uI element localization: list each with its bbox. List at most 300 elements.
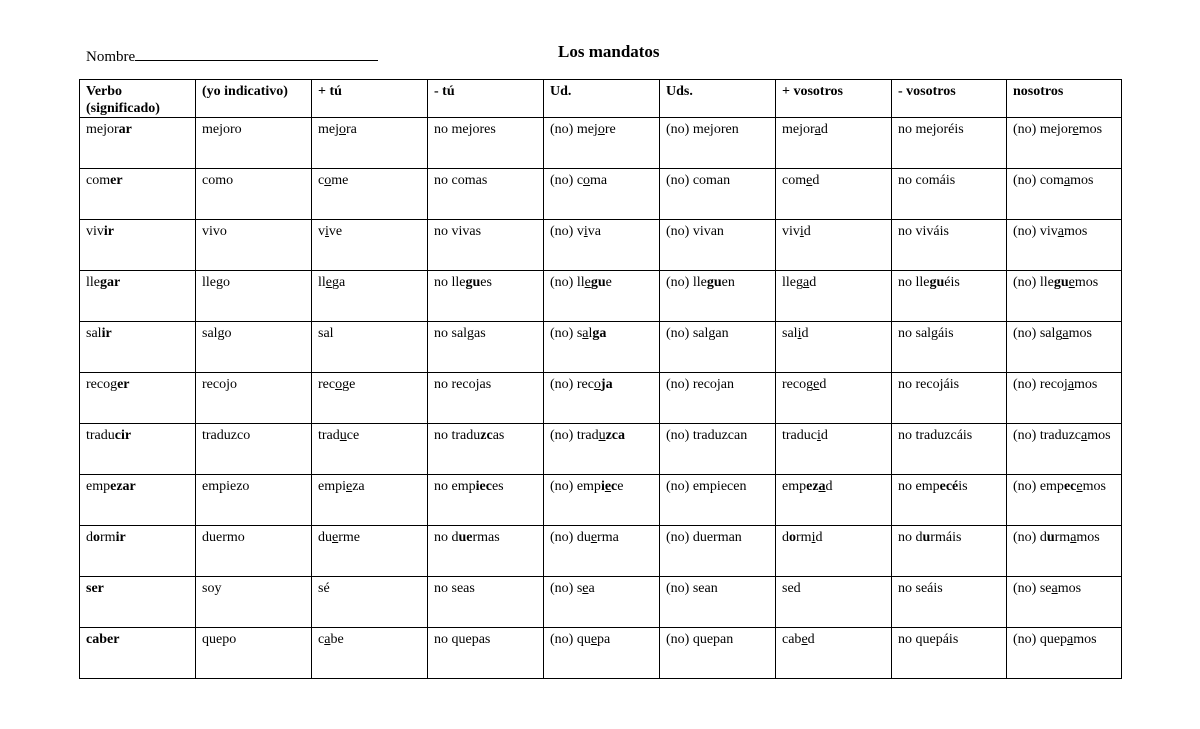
cell-text: lle	[86, 275, 100, 290]
cell-text: d	[819, 377, 827, 392]
cell-text: no salgas	[434, 326, 486, 341]
table-cell	[776, 475, 892, 526]
table-cell	[312, 424, 428, 475]
cell-text: re	[604, 122, 616, 137]
cell-text: e	[582, 581, 589, 596]
cell-text: ja	[600, 377, 613, 392]
table-cell	[1007, 628, 1122, 679]
table-header-row	[80, 80, 1122, 118]
column-header	[544, 80, 660, 118]
table-cell	[544, 118, 660, 169]
cell-text: mos	[1057, 581, 1082, 596]
cell-text: e	[590, 530, 598, 545]
cell-text: ve	[328, 224, 343, 239]
table-cell	[892, 118, 1007, 169]
cell-text: gu	[929, 275, 945, 290]
table-cell	[660, 628, 776, 679]
cell-text: d	[815, 530, 823, 545]
cell-text: ecé	[939, 479, 959, 494]
cell-text: u	[1046, 530, 1055, 545]
table-cell	[1007, 526, 1122, 577]
cell-text: no viváis	[898, 224, 949, 239]
cell-text: e	[590, 632, 598, 647]
cell-text: es	[491, 479, 504, 494]
column-header	[80, 80, 196, 118]
cell-text: mos	[1087, 428, 1111, 443]
cell-text: mos	[1076, 530, 1100, 545]
cell-text: gu	[706, 275, 722, 290]
cell-text: recog	[782, 377, 814, 392]
cell-text: zc	[480, 428, 493, 443]
name-field	[86, 44, 378, 66]
cell-text: (no) salgan	[666, 326, 729, 341]
table-cell	[196, 526, 312, 577]
cell-text: e	[325, 275, 332, 290]
table-cell	[1007, 424, 1122, 475]
name-blank-line	[135, 44, 378, 61]
cell-text: gu	[1053, 275, 1069, 290]
table-cell	[776, 169, 892, 220]
cell-text: gu	[465, 275, 481, 290]
cell-text: c	[611, 479, 618, 494]
table-cell	[428, 628, 544, 679]
table-cell	[776, 118, 892, 169]
cell-text: en	[721, 275, 735, 290]
cell-text: éis	[944, 275, 960, 290]
cell-text: (no) mejoren	[666, 122, 739, 137]
cell-text: zca	[605, 428, 626, 443]
cell-text: i	[325, 224, 329, 239]
cell-text: traduzco	[202, 428, 251, 443]
cell-text: c	[318, 632, 325, 647]
table-cell	[80, 373, 196, 424]
cell-text: ra	[346, 122, 357, 137]
cell-text: e	[604, 479, 612, 494]
table-cell	[660, 526, 776, 577]
table-cell	[892, 373, 1007, 424]
cell-text: ue	[458, 530, 473, 545]
table-cell	[892, 475, 1007, 526]
column-header-text: Verbo	[86, 84, 123, 99]
cell-text: rmáis	[930, 530, 962, 545]
table-cell	[776, 424, 892, 475]
cell-text: ez	[806, 479, 819, 494]
table-cell	[196, 169, 312, 220]
cell-text: ge	[342, 377, 356, 392]
column-header-text: - vosotros	[898, 84, 956, 99]
cell-text: empiezo	[202, 479, 250, 494]
cell-text: trad	[318, 428, 340, 443]
cell-text: mejoro	[202, 122, 242, 137]
table-cell	[196, 373, 312, 424]
cell-text: mos	[1078, 122, 1103, 137]
table-cell	[80, 475, 196, 526]
cell-text: (no) lle	[666, 275, 707, 290]
cell-text: ser	[86, 581, 104, 596]
cell-text: a	[818, 479, 826, 494]
table-cell	[80, 169, 196, 220]
cell-text: a	[1051, 581, 1058, 596]
cell-text: (no) recoj	[1013, 377, 1068, 392]
cell-text: (no) emp	[1013, 479, 1064, 494]
cell-text: (no) vivan	[666, 224, 724, 239]
cell-text: rma	[597, 530, 619, 545]
cell-text: llego	[202, 275, 230, 290]
table-cell	[660, 271, 776, 322]
column-header	[312, 80, 428, 118]
cell-text: (no) ll	[550, 275, 585, 290]
cell-text: no mejores	[434, 122, 496, 137]
cell-text: ll	[318, 275, 326, 290]
cell-text: er	[117, 377, 130, 392]
cell-text: o	[93, 530, 100, 545]
table-cell	[80, 628, 196, 679]
cell-text: salgo	[202, 326, 232, 341]
cell-text: (no) viv	[1013, 224, 1058, 239]
table-cell	[776, 577, 892, 628]
cell-text: no emp	[434, 479, 476, 494]
cell-text: lleg	[782, 275, 803, 290]
cell-text: (no) com	[1013, 173, 1064, 188]
cell-text: o	[789, 530, 796, 545]
table-cell	[892, 526, 1007, 577]
table-cell	[312, 628, 428, 679]
table-cell	[776, 322, 892, 373]
table-cell	[428, 526, 544, 577]
cell-text: e	[332, 530, 339, 545]
cell-text: sed	[782, 581, 801, 596]
table-cell	[892, 577, 1007, 628]
table-cell	[80, 322, 196, 373]
cell-text: rm	[796, 530, 812, 545]
cell-text: a	[582, 326, 589, 341]
table-row	[80, 577, 1122, 628]
cell-text: i	[799, 224, 804, 239]
cell-text: com	[782, 173, 807, 188]
column-header-text: Ud.	[550, 84, 572, 99]
cell-text: (no) qu	[550, 632, 591, 647]
cell-text: l	[588, 326, 593, 341]
column-header	[196, 80, 312, 118]
cell-text: no lle	[434, 275, 466, 290]
cell-text: is	[958, 479, 968, 494]
column-header-text: + vosotros	[782, 84, 843, 99]
table-cell	[892, 169, 1007, 220]
cell-text: no d	[898, 530, 923, 545]
command-conjugation-table	[79, 79, 1122, 679]
table-cell	[1007, 373, 1122, 424]
name-label: Nombre	[86, 49, 136, 65]
cell-text: (no) coman	[666, 173, 731, 188]
cell-text: o	[597, 122, 605, 137]
table-row	[80, 220, 1122, 271]
table-cell	[80, 577, 196, 628]
table-cell	[1007, 577, 1122, 628]
cell-text: o	[335, 377, 343, 392]
table-cell	[428, 475, 544, 526]
cell-text: (no) quep	[1013, 632, 1068, 647]
cell-text: rm	[1054, 530, 1071, 545]
cell-text: (no) traduzcan	[666, 428, 748, 443]
cell-text: no lle	[898, 275, 930, 290]
cell-text: (no) mej	[550, 122, 598, 137]
table-body	[80, 118, 1122, 679]
table-cell	[544, 628, 660, 679]
table-cell	[660, 475, 776, 526]
cell-text: me	[331, 173, 349, 188]
cell-text: ce	[346, 428, 360, 443]
table-cell	[428, 118, 544, 169]
cell-text: (no) trad	[550, 428, 599, 443]
cell-text: ir	[103, 224, 114, 239]
cell-text: (no) mejor	[1013, 122, 1073, 137]
cell-text: vivo	[202, 224, 227, 239]
cell-text: no vivas	[434, 224, 482, 239]
cell-text: d	[801, 326, 809, 341]
cell-text: caber	[86, 632, 120, 647]
cell-text: sal	[86, 326, 102, 341]
cell-text: (no) emp	[550, 479, 601, 494]
table-cell	[80, 271, 196, 322]
column-header	[776, 80, 892, 118]
cell-text: d	[803, 224, 811, 239]
cell-text: (no) traduzc	[1013, 428, 1082, 443]
cell-text: tradu	[86, 428, 115, 443]
table-cell	[660, 322, 776, 373]
cell-text: viv	[86, 224, 104, 239]
cell-text: como	[202, 173, 234, 188]
cell-text: d	[825, 479, 833, 494]
table-cell	[196, 322, 312, 373]
cell-text: duermo	[202, 530, 245, 545]
column-header-text: nosotros	[1013, 84, 1064, 99]
cell-text: no quepáis	[898, 632, 959, 647]
column-header	[1007, 80, 1122, 118]
cell-text: mejor	[86, 122, 119, 137]
table-row	[80, 271, 1122, 322]
cell-text: e	[813, 377, 820, 392]
cell-text: as	[492, 428, 505, 443]
cell-text: (no) lle	[1013, 275, 1054, 290]
cell-text: rme	[338, 530, 360, 545]
table-cell	[1007, 271, 1122, 322]
cell-text: (no) s	[550, 581, 583, 596]
cell-text: emp	[86, 479, 111, 494]
table-cell	[196, 475, 312, 526]
cell-text: (no) quepan	[666, 632, 734, 647]
cell-text: o	[339, 122, 346, 137]
table-cell	[428, 322, 544, 373]
cell-text: du	[318, 530, 332, 545]
table-cell	[196, 220, 312, 271]
table-cell	[80, 118, 196, 169]
cell-text: a	[324, 632, 331, 647]
cell-text: a	[1057, 224, 1064, 239]
table-cell	[196, 271, 312, 322]
cell-text: rec	[318, 377, 336, 392]
table-cell	[428, 169, 544, 220]
cell-text: (no) c	[550, 173, 584, 188]
table-cell	[776, 526, 892, 577]
cell-text: no recojáis	[898, 377, 960, 392]
cell-text: mos	[1070, 173, 1094, 188]
cell-text: emp	[782, 479, 807, 494]
table-cell	[892, 628, 1007, 679]
cell-text: rm	[100, 530, 116, 545]
cell-text: e	[801, 632, 808, 647]
cell-text: a	[588, 581, 595, 596]
table-cell	[660, 577, 776, 628]
table-cell	[776, 220, 892, 271]
cell-text: quepo	[202, 632, 237, 647]
page-title: Los mandatos	[558, 42, 660, 61]
table-row	[80, 118, 1122, 169]
cell-text: v	[318, 224, 325, 239]
cell-text: (no) salg	[1013, 326, 1063, 341]
table-row	[80, 475, 1122, 526]
cell-text: i	[811, 530, 816, 545]
table-cell	[544, 373, 660, 424]
table-cell	[312, 322, 428, 373]
cell-text: d	[812, 173, 820, 188]
cell-text: ir	[115, 530, 126, 545]
table-cell	[544, 220, 660, 271]
table-cell	[544, 271, 660, 322]
table-cell	[80, 424, 196, 475]
cell-text: mos	[1063, 224, 1088, 239]
cell-text: viv	[782, 224, 800, 239]
cell-text: er	[110, 173, 123, 188]
cell-text: d	[820, 122, 828, 137]
cell-text: e	[346, 479, 353, 494]
cell-text: no emp	[898, 479, 940, 494]
cell-text: no comáis	[898, 173, 956, 188]
table-cell	[312, 169, 428, 220]
table-row	[80, 628, 1122, 679]
table-cell	[660, 169, 776, 220]
cell-text: traduc	[782, 428, 817, 443]
cell-text: (no) v	[550, 224, 584, 239]
cell-text: sal	[318, 326, 334, 341]
table-cell	[428, 373, 544, 424]
cell-text: i	[600, 479, 605, 494]
cell-text: soy	[202, 581, 222, 596]
table-cell	[892, 220, 1007, 271]
cell-text: u	[922, 530, 931, 545]
table-cell	[196, 424, 312, 475]
cell-text: es	[480, 275, 492, 290]
cell-text: i	[797, 326, 802, 341]
cell-text: sal	[782, 326, 798, 341]
cell-text: d	[86, 530, 93, 545]
cell-text: (no) empiecen	[666, 479, 747, 494]
table-cell	[312, 577, 428, 628]
table-cell	[428, 424, 544, 475]
cell-text: ar	[118, 122, 132, 137]
table-cell	[660, 424, 776, 475]
table-cell	[312, 271, 428, 322]
cell-text: (no) se	[1013, 581, 1052, 596]
table-cell	[544, 424, 660, 475]
table-cell	[428, 271, 544, 322]
table-cell	[892, 271, 1007, 322]
cell-text: no quepas	[434, 632, 491, 647]
table-cell	[196, 118, 312, 169]
cell-text: a	[803, 275, 810, 290]
table-row	[80, 424, 1122, 475]
cell-text: (no) s	[550, 326, 583, 341]
table-cell	[544, 169, 660, 220]
table-cell	[544, 475, 660, 526]
cell-text: cab	[782, 632, 802, 647]
table-row	[80, 526, 1122, 577]
cell-text: e	[1076, 479, 1083, 494]
table-cell	[428, 220, 544, 271]
cell-text: va	[587, 224, 601, 239]
cell-text: rmas	[472, 530, 500, 545]
column-header-text: + tú	[318, 84, 342, 99]
table-cell	[660, 373, 776, 424]
cell-text: i	[816, 428, 821, 443]
cell-text: a	[1081, 428, 1088, 443]
cell-text: ezar	[110, 479, 136, 494]
cell-text: o	[324, 173, 332, 188]
table-cell	[660, 118, 776, 169]
column-header-text: Uds.	[666, 84, 693, 99]
cell-text: a	[1062, 326, 1069, 341]
cell-text: gu	[590, 275, 606, 290]
cell-text: a	[1067, 377, 1075, 392]
cell-text: mos	[1074, 275, 1099, 290]
table-cell	[312, 118, 428, 169]
cell-text: mej	[318, 122, 339, 137]
column-header	[660, 80, 776, 118]
table-cell	[196, 577, 312, 628]
cell-text: (no) recojan	[666, 377, 735, 392]
table-cell	[660, 220, 776, 271]
cell-text: (no) du	[550, 530, 591, 545]
cell-text: d	[807, 632, 815, 647]
table-cell	[312, 373, 428, 424]
cell-text: cir	[114, 428, 132, 443]
table-cell	[312, 220, 428, 271]
cell-text: ga	[592, 326, 607, 341]
cell-text: (no) duerman	[666, 530, 742, 545]
table-cell	[80, 526, 196, 577]
cell-text: i	[583, 224, 588, 239]
cell-text: empi	[318, 479, 346, 494]
cell-text: (no) sean	[666, 581, 718, 596]
table-cell	[544, 577, 660, 628]
cell-text: no salgáis	[898, 326, 954, 341]
cell-text: e	[605, 275, 612, 290]
table-cell	[1007, 475, 1122, 526]
cell-text: ga	[332, 275, 346, 290]
table-cell	[1007, 220, 1122, 271]
cell-text: no tradu	[434, 428, 481, 443]
cell-text: mos	[1074, 377, 1098, 392]
cell-text: mos	[1068, 326, 1092, 341]
cell-text: ma	[590, 173, 608, 188]
cell-text: a	[1063, 173, 1071, 188]
cell-text: recog	[86, 377, 118, 392]
table-cell	[1007, 118, 1122, 169]
cell-text: d	[820, 428, 828, 443]
cell-text: (no) rec	[550, 377, 594, 392]
cell-text: sé	[318, 581, 330, 596]
cell-text: a	[1070, 530, 1077, 545]
table-cell	[80, 220, 196, 271]
